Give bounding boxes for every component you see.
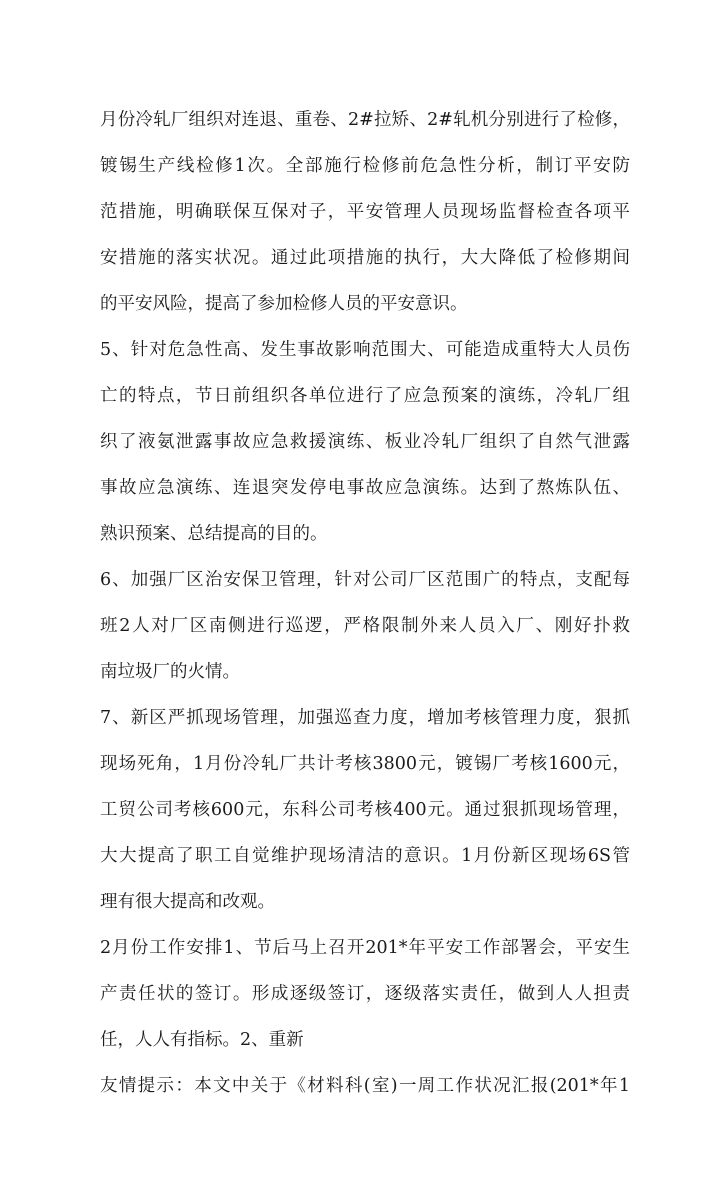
text-line: 安措施的落实状况。通过此项措施的执行，大大降低了检修期间: [100, 248, 630, 268]
text-line: 班2人对厂区南侧进行巡逻，严格限制外来人员入厂、刚好扑救: [100, 616, 630, 636]
text-line: 5、针对危急性高、发生事故影响范围大、可能造成重特大人员伤: [100, 340, 630, 360]
text-line: 理有很大提高和改观。: [100, 892, 275, 912]
text-line: 的平安风险，提高了参加检修人员的平安意识。: [100, 294, 468, 314]
text-line: 月份冷轧厂组织对连退、重卷、2#拉矫、2#轧机分别进行了检修，: [100, 110, 630, 130]
text-line: 镀锡生产线检修1次。全部施行检修前危急性分析，制订平安防: [100, 156, 630, 176]
text-line: 任，人人有指标。2、重新: [100, 1030, 304, 1050]
text-line: 大大提高了职工自觉维护现场清洁的意识。1月份新区现场6S管: [100, 846, 630, 866]
text-line: 亡的特点，节日前组织各单位进行了应急预案的演练，冷轧厂组: [100, 386, 630, 406]
text-line: 7、新区严抓现场管理，加强巡查力度，增加考核管理力度，狠抓: [100, 708, 630, 728]
text-line: 工贸公司考核600元，东科公司考核400元。通过狠抓现场管理，: [100, 800, 630, 820]
text-line: 南垃圾厂的火情。: [100, 662, 240, 682]
text-line: 织了液氨泄露事故应急救援演练、板业冷轧厂组织了自然气泄露: [100, 432, 630, 452]
text-line: 事故应急演练、连退突发停电事故应急演练。达到了熬炼队伍、: [100, 478, 630, 498]
text-line: 6、加强厂区治安保卫管理，针对公司厂区范围广的特点，支配每: [100, 570, 630, 590]
text-line: 熟识预案、总结提高的目的。: [100, 524, 328, 544]
text-line: 2月份工作安排1、节后马上召开201*年平安工作部署会，平安生: [100, 938, 630, 958]
text-line: 现场死角，1月份冷轧厂共计考核3800元，镀锡厂考核1600元，: [100, 754, 630, 774]
text-line: 范措施，明确联保互保对子，平安管理人员现场监督检查各项平: [100, 202, 630, 222]
text-line: 产责任状的签订。形成逐级签订，逐级落实责任，做到人人担责: [100, 984, 630, 1004]
text-line: 友情提示：本文中关于《材料科(室)一周工作状况汇报(201*年1: [100, 1076, 630, 1096]
